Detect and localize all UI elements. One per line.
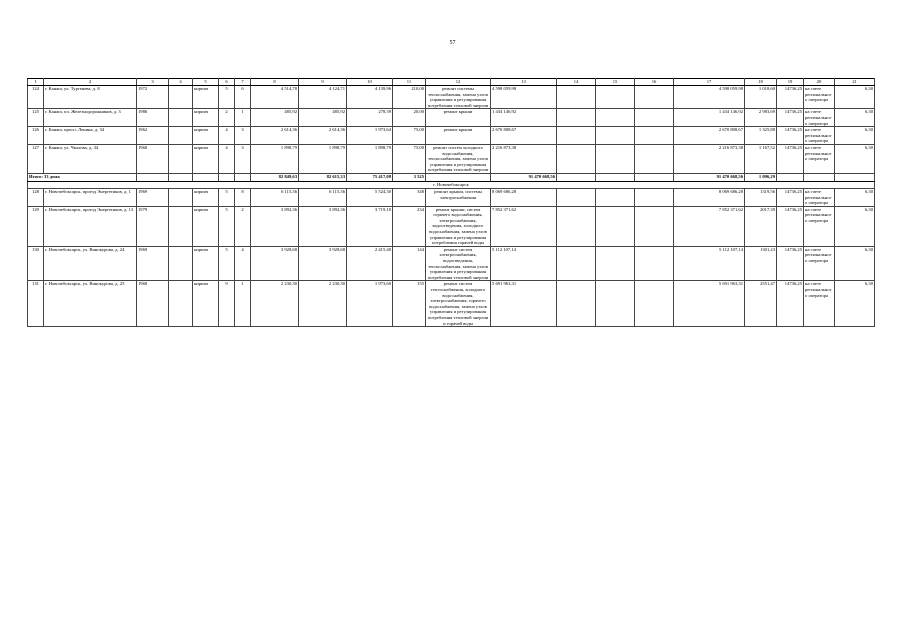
cell-col-18: 2 983,69	[745, 109, 777, 127]
cell-col-10: 278,39	[347, 109, 393, 127]
cell-col-4	[169, 246, 193, 281]
cell-col-9: 3 928,68	[299, 246, 347, 281]
cell-col-5: кирпич	[193, 281, 219, 327]
cell-col-5: кирпич	[193, 86, 219, 109]
cell-col-6: 5	[219, 246, 235, 281]
cell-col-20: на счете регионального оператора	[804, 109, 835, 127]
total-cell-col-6	[219, 173, 235, 181]
cell-col-2: г. Новочебоксарск, ул. Винокурова, д. 24	[44, 246, 137, 281]
cell-col-9: 6 115,36	[299, 188, 347, 206]
cell-col-14	[557, 127, 596, 145]
cell-col-11: 75,00	[393, 127, 426, 145]
cell-col-21: 6,30	[835, 127, 875, 145]
cell-col-7: 4	[235, 246, 251, 281]
cell-col-15	[596, 144, 635, 173]
column-header-9: 9	[299, 79, 347, 86]
cell-col-1: 129	[28, 206, 44, 246]
cell-col-20: на счете регионального оператора	[804, 86, 835, 109]
cell-col-15	[596, 246, 635, 281]
cell-col-2: г. Новочебоксарск, проезд Энергетиков, д. 1	[44, 188, 137, 206]
cell-col-15	[596, 281, 635, 327]
total-cell-col-18: 1 096,29	[745, 173, 777, 181]
cell-col-8: 2 614,36	[251, 127, 299, 145]
cell-col-21: 6,30	[835, 109, 875, 127]
cell-col-17: 7 852 371,62	[674, 206, 745, 246]
cell-col-4	[169, 86, 193, 109]
cell-col-18: 1 018,60	[745, 86, 777, 109]
cell-col-12: ремонт крыши, системы электроснабжения	[426, 188, 491, 206]
cell-col-11: 210,00	[393, 86, 426, 109]
cell-col-17: 8 069 686,28	[674, 188, 745, 206]
cell-col-9: 4 124,71	[299, 86, 347, 109]
city-section-row	[28, 181, 875, 188]
cell-col-13: 5 691 963,31	[491, 281, 557, 327]
cell-col-14	[557, 188, 596, 206]
column-header-21: 21	[835, 79, 875, 86]
column-header-17: 17	[674, 79, 745, 86]
cell-col-12: ремонт крыши	[426, 109, 491, 127]
cell-col-16	[635, 144, 674, 173]
column-header-13: 13	[491, 79, 557, 86]
cell-col-16	[635, 188, 674, 206]
total-cell-col-15	[596, 173, 635, 181]
cell-col-18: 1 325,88	[745, 127, 777, 145]
cell-col-18: 1319,56	[745, 188, 777, 206]
column-header-18: 18	[745, 79, 777, 86]
cell-col-6: 4	[219, 127, 235, 145]
cell-col-12: ремонт систем холодного водоснабжения, теплоснабжения, замена узлов управления и регулирования потребления тепловой энергии	[426, 144, 491, 173]
cell-col-6: 4	[219, 144, 235, 173]
cell-col-8: 485,92	[251, 109, 299, 127]
cell-col-10: 3 719,10	[347, 206, 393, 246]
cell-col-13: 4 598 059,98	[491, 86, 557, 109]
table-body	[28, 79, 875, 327]
cell-col-11: 20,00	[393, 109, 426, 127]
total-cell-col-7	[235, 173, 251, 181]
total-label: Итого: 33 дома	[28, 173, 137, 181]
cell-col-10: 4 139,96	[347, 86, 393, 109]
cell-col-19: 14736,25	[777, 86, 804, 109]
cell-col-3: 1986	[137, 109, 169, 127]
cell-col-11: 155	[393, 281, 426, 327]
table-row	[28, 188, 875, 206]
cell-col-1: 124	[28, 86, 44, 109]
cell-col-10: 2 415,40	[347, 246, 393, 281]
cell-col-4	[169, 109, 193, 127]
table-row	[28, 144, 875, 173]
total-cell-col-8: 82 849,63	[251, 173, 299, 181]
cell-col-4	[169, 281, 193, 327]
cell-col-15	[596, 188, 635, 206]
column-header-7: 7	[235, 79, 251, 86]
cell-col-1: 125	[28, 109, 44, 127]
cell-col-1: 131	[28, 281, 44, 327]
cell-col-21: 6,30	[835, 206, 875, 246]
column-header-14: 14	[557, 79, 596, 86]
cell-col-20: на счете регионального оператора	[804, 281, 835, 327]
cell-col-3: 1969	[137, 246, 169, 281]
total-cell-col-9: 82 615,33	[299, 173, 347, 181]
cell-col-18: 2551,47	[745, 281, 777, 327]
cell-col-17: 2 670 808,67	[674, 127, 745, 145]
cell-col-17: 5 112 107,14	[674, 246, 745, 281]
cell-col-2: г. Канаш, ул. Чкалова, д. 34	[44, 144, 137, 173]
cell-col-17: 4 598 059,98	[674, 86, 745, 109]
cell-col-3: 1960	[137, 144, 169, 173]
column-header-20: 20	[804, 79, 835, 86]
total-cell-col-17: 91 470 668,56	[674, 173, 745, 181]
total-cell-col-16	[635, 173, 674, 181]
cell-col-15	[596, 127, 635, 145]
cell-col-8: 6 115,36	[251, 188, 299, 206]
cell-col-4	[169, 206, 193, 246]
cell-col-19: 14736,25	[777, 206, 804, 246]
cell-col-3: 1968	[137, 281, 169, 327]
cell-col-2: г. Новочебоксарск, ул. Винокурова, д. 25	[44, 281, 137, 327]
column-header-4: 4	[169, 79, 193, 86]
cell-col-6: 9	[219, 281, 235, 327]
cell-col-13: 2 670 808,67	[491, 127, 557, 145]
cell-col-13: 8 069 686,28	[491, 188, 557, 206]
column-header-11: 11	[393, 79, 426, 86]
cell-col-1: 130	[28, 246, 44, 281]
cell-col-2: г. Канаш, просп. Ленина, д. 34	[44, 127, 137, 145]
cell-col-13: 7 852 371,62	[491, 206, 557, 246]
cell-col-20: на счете регионального оператора	[804, 188, 835, 206]
cell-col-19: 14736,25	[777, 246, 804, 281]
total-cell-col-20	[804, 173, 835, 181]
total-cell-col-21	[835, 173, 875, 181]
total-cell-col-12	[426, 173, 491, 181]
cell-col-12: ремонт крыши, систем горячего водоснабжения, электроснабжения, водоотведения, холодного водоснабжения, замена узлов управления и регулирования потребления горячей воды	[426, 206, 491, 246]
cell-col-4	[169, 144, 193, 173]
cell-col-2: г. Канаш, пл. Железнодорожников, д. 3	[44, 109, 137, 127]
cell-col-7: 6	[235, 86, 251, 109]
cell-col-3: 1969	[137, 188, 169, 206]
cell-col-19: 14736,25	[777, 188, 804, 206]
cell-col-13: 5 112 107,14	[491, 246, 557, 281]
total-cell-col-13: 91 470 668,56	[491, 173, 557, 181]
cell-col-5: кирпич	[193, 109, 219, 127]
cell-col-21: 6,30	[835, 144, 875, 173]
cell-col-7: 3	[235, 127, 251, 145]
cell-col-9: 485,92	[299, 109, 347, 127]
column-header-16: 16	[635, 79, 674, 86]
column-header-8: 8	[251, 79, 299, 86]
cell-col-7: 1	[235, 281, 251, 327]
cell-col-5: кирпич	[193, 144, 219, 173]
table-row	[28, 127, 875, 145]
cell-col-13: 1 434 146,92	[491, 109, 557, 127]
cell-col-13: 2 216 873,38	[491, 144, 557, 173]
total-row	[28, 173, 875, 181]
cell-col-6: 5	[219, 206, 235, 246]
cell-col-4	[169, 127, 193, 145]
cell-col-10: 1 973,60	[347, 281, 393, 327]
cell-col-11: 348	[393, 188, 426, 206]
cell-col-12: ремонт крыши	[426, 127, 491, 145]
cell-col-21: 6,30	[835, 281, 875, 327]
total-cell-col-10: 75 417,08	[347, 173, 393, 181]
cell-col-15	[596, 86, 635, 109]
column-header-1: 1	[28, 79, 44, 86]
cell-col-5: кирпич	[193, 206, 219, 246]
cell-col-18: 1301,23	[745, 246, 777, 281]
total-cell-col-14	[557, 173, 596, 181]
cell-col-15	[596, 206, 635, 246]
cell-col-8: 3 892,36	[251, 206, 299, 246]
cell-col-5: кирпич	[193, 127, 219, 145]
table-row	[28, 86, 875, 109]
total-cell-col-11: 3 525	[393, 173, 426, 181]
total-cell-col-5	[193, 173, 219, 181]
cell-col-6: 5	[219, 86, 235, 109]
cell-col-1: 126	[28, 127, 44, 145]
cell-col-10: 1 973,64	[347, 127, 393, 145]
cell-col-8: 3 928,68	[251, 246, 299, 281]
cell-col-10: 1 898,79	[347, 144, 393, 173]
cell-col-12: ремонт систем теплоснабжения, холодного водоснабжения, электроснабжения, горячего водоснабжения, замена узлов управления и регулирования потребления тепловой энергии и горячей воды	[426, 281, 491, 327]
cell-col-7: 3	[235, 144, 251, 173]
column-number-header-row	[28, 79, 875, 86]
cell-col-14	[557, 206, 596, 246]
cell-col-4	[169, 188, 193, 206]
cell-col-9: 3 892,36	[299, 206, 347, 246]
cell-col-18: 1 167,52	[745, 144, 777, 173]
cell-col-20: на счете регионального оператора	[804, 246, 835, 281]
cell-col-19: 14736,25	[777, 281, 804, 327]
table-row	[28, 246, 875, 281]
cell-col-7: 2	[235, 206, 251, 246]
column-header-15: 15	[596, 79, 635, 86]
cell-col-11: 75,00	[393, 144, 426, 173]
cell-col-16	[635, 127, 674, 145]
column-header-10: 10	[347, 79, 393, 86]
cell-col-2: г. Новочебоксарск, проезд Энергетиков, д. 13	[44, 206, 137, 246]
cell-col-16	[635, 206, 674, 246]
cell-col-1: 127	[28, 144, 44, 173]
cell-col-17: 1 434 146,92	[674, 109, 745, 127]
cell-col-21: 6,30	[835, 188, 875, 206]
cell-col-21: 6,30	[835, 246, 875, 281]
cell-col-3: 1979	[137, 206, 169, 246]
cell-col-7: 1	[235, 109, 251, 127]
cell-col-16	[635, 281, 674, 327]
cell-col-14	[557, 246, 596, 281]
cell-col-5: кирпич	[193, 188, 219, 206]
cell-col-11: 234	[393, 206, 426, 246]
cell-col-9: 2 614,36	[299, 127, 347, 145]
cell-col-16	[635, 86, 674, 109]
table-row	[28, 109, 875, 127]
cell-col-20: на счете регионального оператора	[804, 144, 835, 173]
repair-program-table	[27, 78, 875, 327]
table-row	[28, 281, 875, 327]
column-header-2: 2	[44, 79, 137, 86]
column-header-6: 6	[219, 79, 235, 86]
city-section-label: г. Новочебоксарск	[28, 181, 875, 188]
cell-col-2: г. Канаш, ул. Тургенева, д. 8	[44, 86, 137, 109]
cell-col-15	[596, 109, 635, 127]
cell-col-14	[557, 109, 596, 127]
cell-col-14	[557, 281, 596, 327]
cell-col-9: 2 230,30	[299, 281, 347, 327]
cell-col-5: кирпич	[193, 246, 219, 281]
cell-col-11: 144	[393, 246, 426, 281]
cell-col-17: 5 691 963,31	[674, 281, 745, 327]
column-header-12: 12	[426, 79, 491, 86]
cell-col-8: 4 514,78	[251, 86, 299, 109]
cell-col-21: 6,30	[835, 86, 875, 109]
cell-col-14	[557, 86, 596, 109]
cell-col-3: 1972	[137, 86, 169, 109]
cell-col-12: ремонт системы теплоснабжения, замена узлов управления и регулирования потребления тепловой энергии	[426, 86, 491, 109]
cell-col-7: 8	[235, 188, 251, 206]
cell-col-17: 2 216 873,38	[674, 144, 745, 173]
column-header-5: 5	[193, 79, 219, 86]
cell-col-20: на счете регионального оператора	[804, 206, 835, 246]
cell-col-14	[557, 144, 596, 173]
cell-col-16	[635, 109, 674, 127]
cell-col-6: 5	[219, 188, 235, 206]
cell-col-3: 1962	[137, 127, 169, 145]
page-number: 57	[449, 40, 456, 46]
cell-col-16	[635, 246, 674, 281]
column-header-19: 19	[777, 79, 804, 86]
cell-col-19: 14736,25	[777, 109, 804, 127]
total-cell-col-3	[137, 173, 169, 181]
cell-col-10: 5 524,30	[347, 188, 393, 206]
cell-col-6: 2	[219, 109, 235, 127]
cell-col-19: 14736,25	[777, 144, 804, 173]
cell-col-9: 1 898,79	[299, 144, 347, 173]
total-cell-col-4	[169, 173, 193, 181]
cell-col-8: 2 230,30	[251, 281, 299, 327]
total-cell-col-19	[777, 173, 804, 181]
table-row	[28, 206, 875, 246]
cell-col-12: ремонт систем электроснабжения, водоотведения, теплоснабжения, замена узлов управления и регулирования потребления тепловой энергии	[426, 246, 491, 281]
cell-col-19: 14736,25	[777, 127, 804, 145]
cell-col-18: 2017,39	[745, 206, 777, 246]
cell-col-8: 1 898,79	[251, 144, 299, 173]
cell-col-1: 128	[28, 188, 44, 206]
column-header-3: 3	[137, 79, 169, 86]
cell-col-20: на счете регионального оператора	[804, 127, 835, 145]
